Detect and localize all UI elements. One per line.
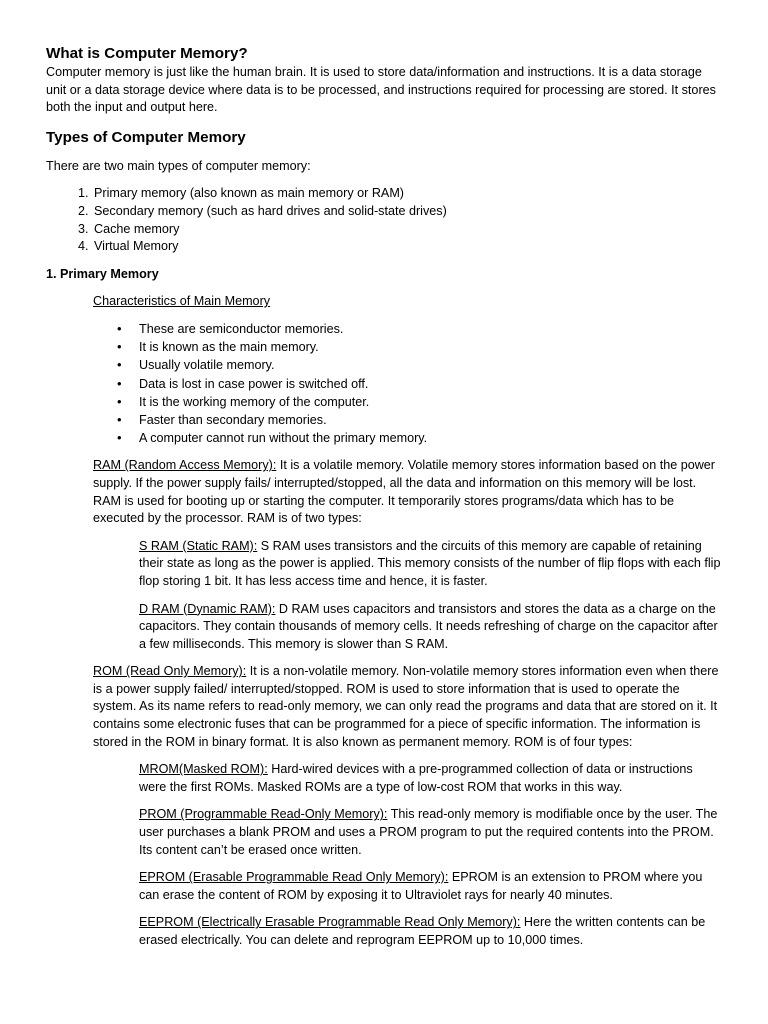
eprom-text: EPROM is an extension to PROM where you can erase the content of ROM by exposing it to Ultraviolet rays for nearly 40 minutes. [139, 870, 703, 902]
dram-paragraph [139, 601, 722, 654]
page-title: What is Computer Memory? [46, 45, 248, 62]
dram-text: D RAM uses capacitors and transistors and stores the data as a charge on the capacitors. They contain thousands of memory cells. It needs refreshing of charge on the capacitor after a few milliseconds. This memory is slower than S RAM. [139, 601, 718, 651]
list-item: • Data is lost in case power is switched off. [139, 375, 722, 393]
intro-paragraph: Computer memory is just like the human brain. It is used to store data/information and instructions. It is a data storage unit or a data storage device where data is to be processed, and instructions required for processing are stored. It stores both the input and output here. [46, 65, 716, 115]
sram-paragraph [139, 538, 722, 591]
list-item: • Usually volatile memory. [139, 356, 722, 374]
dram-term: D RAM (Dynamic RAM): [139, 601, 276, 616]
types-intro: There are two main types of computer memory: [46, 158, 311, 173]
eeprom-paragraph [139, 914, 722, 949]
rom-paragraph [93, 663, 722, 751]
list-item: 3. Cache memory [92, 221, 722, 239]
prom-term: PROM (Programmable Read-Only Memory): [139, 807, 388, 822]
sram-text: S RAM uses transistors and the circuits of this memory are capable of retaining their state as long as the power is applied. This memory consists of the number of flip flops with each flip flop storing 1 bit. It has less access time and hence, it is faster. [139, 538, 721, 588]
ram-paragraph [93, 457, 722, 527]
ram-text: It is a volatile memory. Volatile memory stores information based on the power supply. If the power supply fails/ interrupted/stopped, all the data and information on this memory will be lost. RAM is used for booting up or starting the computer. It temporarily stores programs/data which has to be executed by the processor. RAM is of two types: [93, 458, 715, 526]
characteristics-list [46, 320, 722, 447]
list-item: • A computer cannot run without the primary memory. [139, 429, 722, 447]
sram-term: S RAM (Static RAM): [139, 538, 258, 553]
list-item: • It is known as the main memory. [139, 338, 722, 356]
characteristics-heading: Characteristics of Main Memory [93, 294, 271, 309]
ram-term: RAM (Random Access Memory): [93, 458, 277, 473]
list-item: • It is the working memory of the computer. [139, 393, 722, 411]
document-body [46, 44, 722, 950]
primary-memory-heading: 1. Primary Memory [46, 266, 159, 281]
eeprom-term: EEPROM (Electrically Erasable Programmable Read Only Memory): [139, 915, 521, 930]
list-item: • These are semiconductor memories. [139, 320, 722, 338]
mrom-text: Hard-wired devices with a pre-programmed collection of data or instructions were the first ROMs. Masked ROMs are a type of low-cost ROM that works in this way. [139, 762, 693, 794]
list-item: 2. Secondary memory (such as hard drives and solid-state drives) [92, 203, 722, 221]
eprom-term: EPROM (Erasable Programmable Read Only Memory): [139, 870, 449, 885]
list-item: • Faster than secondary memories. [139, 411, 722, 429]
rom-term: ROM (Read Only Memory): [93, 664, 247, 679]
list-item: 4. Virtual Memory [92, 238, 722, 256]
eeprom-text: Here the written contents can be erased electrically. You can delete and reprogram EEPROM up to 10,000 times. [139, 915, 706, 948]
rom-text: It is a non-volatile memory. Non-volatile memory stores information even when there is a power supply failed/ interrupted/stopped. ROM is used to store information that is used to operate the system. As its name refers to read-only memory, we can only read the programs and data that are stored on it. It contains some electronic fuses that can be programmed for a piece of specific information. The information is stored in the ROM in binary format. It is also known as permanent memory. ROM is of four types: [93, 664, 719, 749]
prom-text: This read-only memory is modifiable once by the user. The user purchases a blank PROM and uses a PROM program to put the required contents into the PROM. Its content can’t be erased once written. [139, 807, 718, 857]
prom-paragraph [139, 806, 722, 859]
list-item: 1. Primary memory (also known as main memory or RAM) [92, 185, 722, 203]
mrom-paragraph [139, 761, 722, 796]
types-heading: Types of Computer Memory [46, 128, 246, 146]
mrom-term: MROM(Masked ROM): [139, 762, 268, 777]
types-list [46, 185, 722, 255]
eprom-paragraph [139, 869, 722, 904]
